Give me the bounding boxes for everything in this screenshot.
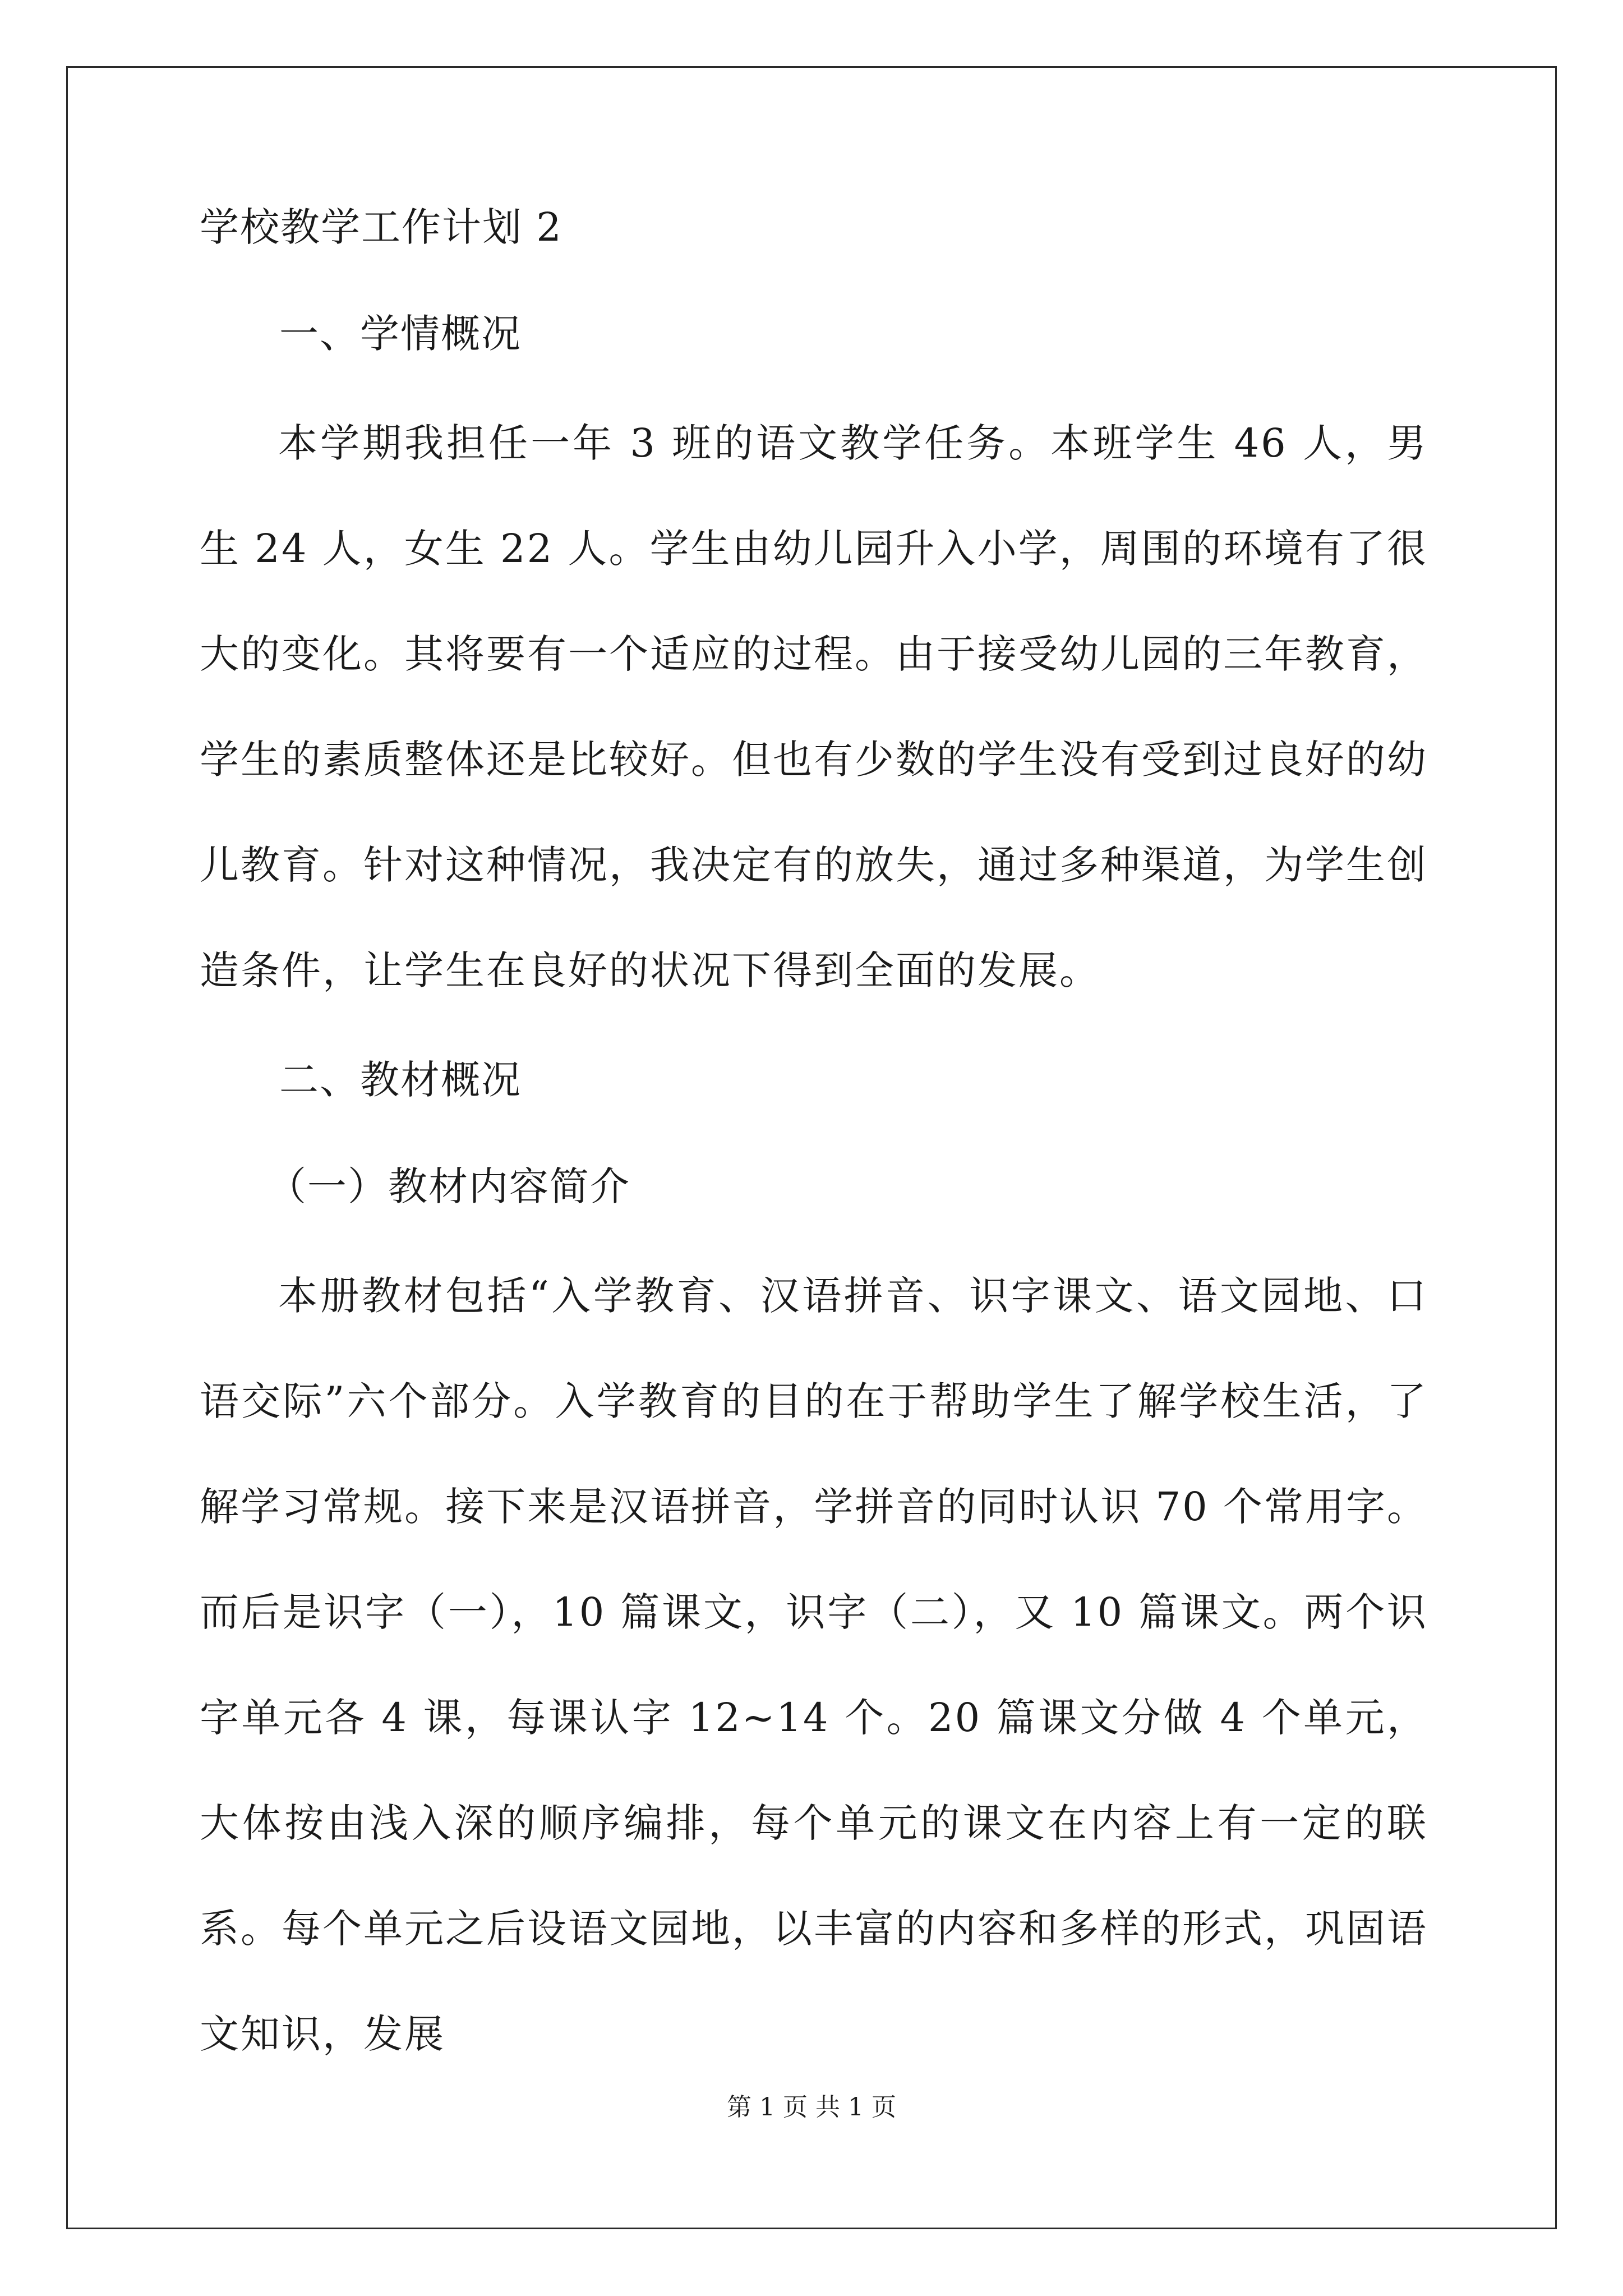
section-paragraph-textbook-content: 本册教材包括“入学教育、汉语拼音、识字课文、语文园地、口语交际”六个部分。入学教育的目的在于帮助学生了解学校生活，了解学习常规。接下来是汉语拼音，学拼音的同时认识 70 个常用字。而后是识字（一），10 篇课文，识字（二），又 10 篇课文。两个识字单元各 4 课，每课认字 12~14 个。20 篇课文分做 4 个单元，大体按由浅入深的顺序编排，每个单元的课文在内容上有一定的联系。每个单元之后设语文园地，以丰富的内容和多样的形式，巩固语文知识，发展 <box>200 1273 1428 2057</box>
subsection-heading-textbook-content: （一）教材内容简介 <box>267 1163 630 1209</box>
document-body <box>200 204 1428 2124</box>
page-footer: 第 1 页 共 1 页 <box>727 2093 896 2122</box>
section-heading-learning-situation: 一、学情概况 <box>279 311 522 357</box>
document-title: 学校教学工作计划 2 <box>200 204 562 250</box>
section-heading-textbook-overview: 二、教材概况 <box>279 1057 522 1103</box>
section-paragraph-learning-situation: 本学期我担任一年 3 班的语文教学任务。本班学生 46 人，男生 24 人，女生 22 人。学生由幼儿园升入小学，周围的环境有了很大的变化。其将要有一个适应的过程。由于接受幼儿园的三年教育，学生的素质整体还是比较好。但也有少数的学生没有受到过良好的幼儿教育。针对这种情况，我决定有的放失，通过多种渠道，为学生创造条件，让学生在良好的状况下得到全面的发展。 <box>200 420 1428 993</box>
